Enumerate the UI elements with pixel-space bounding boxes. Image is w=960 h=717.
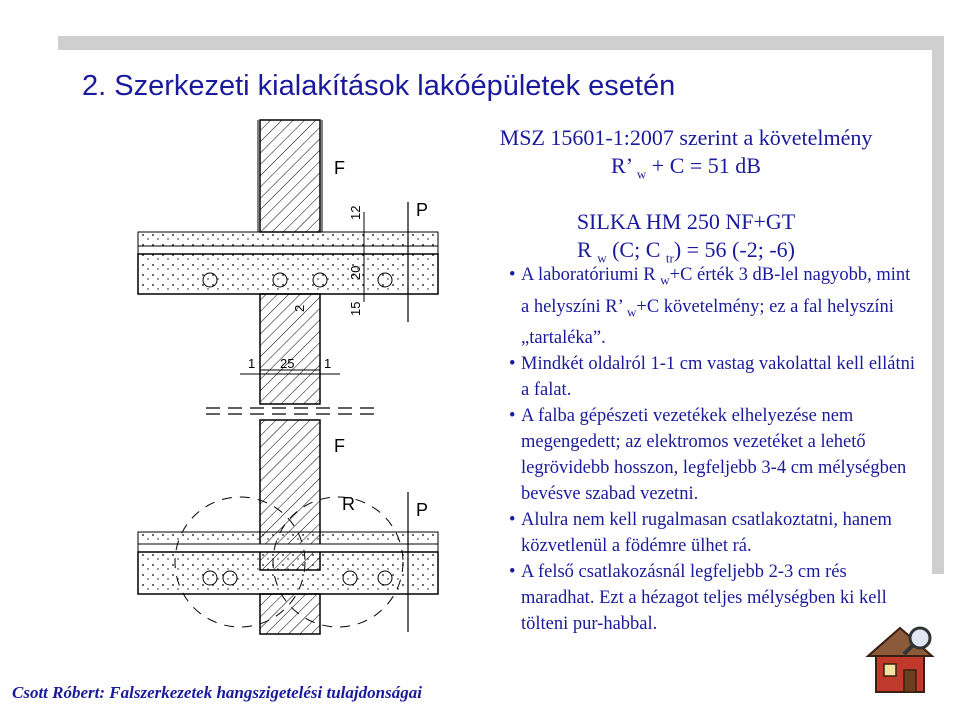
floor-screed-bottom — [138, 532, 438, 544]
requirement-line2: R’ $_w$ + C = 51 dB — [611, 153, 761, 182]
label-p-bottom: P — [416, 500, 429, 520]
bullet-item: • Mindkét oldalról 1-1 cm vastag vakolattal kell ellátni a falat. — [509, 354, 916, 401]
dim-1-left: 1 — [248, 356, 256, 371]
product-rating: R $_w$ (C; C $_{tr}$) = 56 (-2; -6) — [577, 237, 795, 266]
bullet-item: • Alulra nem kell rugalmasan csatlakoztatni, hanem közvetlenül a födémre ülhet rá. — [509, 510, 892, 557]
requirement-line1: MSZ 15601-1:2007 szerint a követelmény — [499, 125, 873, 150]
frame-top-bar — [58, 36, 944, 50]
label-r: R — [342, 494, 355, 514]
label-f-bottom: F — [334, 436, 345, 456]
wall-middle — [260, 294, 320, 404]
dim-25: 25 — [280, 356, 295, 371]
floor-slab-top — [138, 254, 438, 294]
wall-section-drawing — [120, 112, 450, 652]
dim-12: 12 — [348, 205, 363, 220]
requirement-block — [476, 124, 896, 188]
wall-upper — [260, 120, 320, 232]
label-f-top: F — [334, 158, 345, 178]
footer-text: Csott Róbert: Falszerkezetek hangszigetelési tulajdonságai — [12, 683, 422, 702]
bullet-item: • A felső csatlakozásnál legfeljebb 2-3 cm rés maradhat. Ezt a hézagot teljes mélységben ki kell tölteni pur-habbal. — [509, 562, 887, 635]
dim-20: 20 — [348, 265, 363, 280]
bullet-item: • A falba gépészeti vezetékek elhelyezése nem megengedett; az elektromos vezetéket a lehető legrövidebb hosszon, legfeljebb 3-4 cm mélységben bevésve szabad vezetni. — [509, 406, 907, 505]
dim-1-right: 1 — [324, 356, 332, 371]
floor-slab-bottom — [138, 552, 438, 594]
house-detective-icon — [860, 616, 940, 696]
frame-right-bar — [932, 36, 944, 574]
bullet-list — [509, 262, 916, 637]
floor-screed-top — [138, 232, 438, 246]
dim-2: 2 — [292, 304, 307, 312]
slide-title: 2. Szerkezeti kialakítások lakóépületek esetén — [82, 70, 676, 102]
product-name: SILKA HM 250 NF+GT — [576, 209, 796, 234]
dim-15: 15 — [348, 301, 363, 316]
label-p-top: P — [416, 200, 429, 220]
bullet-item: • A laboratóriumi R $_w$+C érték 3 dB-lel nagyobb, mint a helyszíni R’ $_w$+C követelmény; ez a fal helyszíni „tartaléka”. — [509, 265, 911, 349]
